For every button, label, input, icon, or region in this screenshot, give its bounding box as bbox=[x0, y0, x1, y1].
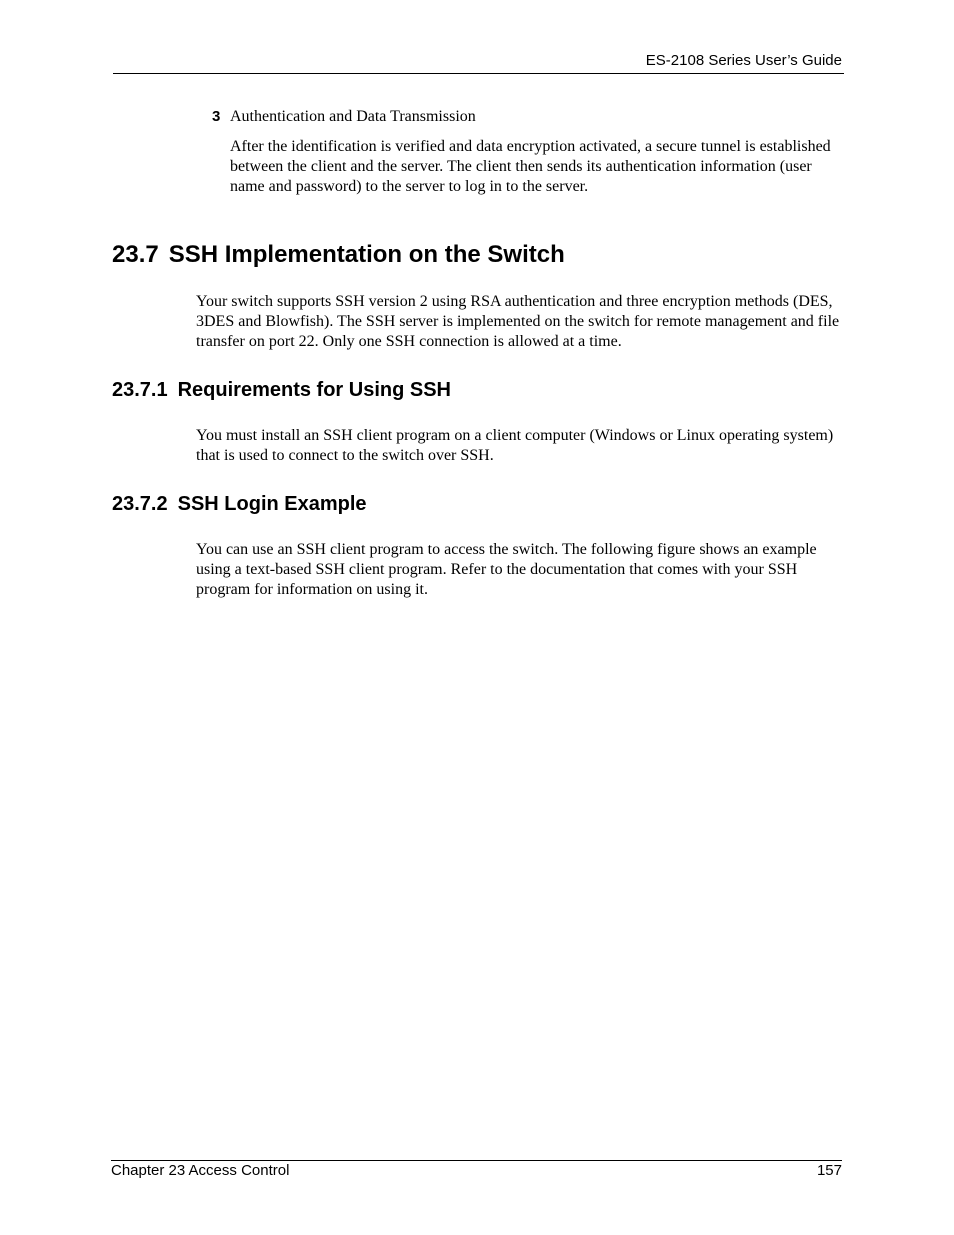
section-number: 23.7.1 bbox=[112, 379, 168, 401]
section-title: SSH Implementation on the Switch bbox=[168, 241, 565, 268]
section-number: 23.7.2 bbox=[112, 493, 168, 515]
section-title: SSH Login Example bbox=[177, 493, 367, 515]
footer-chapter: Chapter 23 Access Control bbox=[111, 1162, 290, 1179]
step-body: After the identification is verified and data encryption activated, a secure tunnel is established between the client and the server. The client then sends its authentication information (user name and password) to the server to log in to the server. bbox=[230, 138, 831, 195]
section-title: Requirements for Using SSH bbox=[177, 379, 451, 401]
footer-page-number: 157 bbox=[816, 1162, 842, 1179]
step-title: Authentication and Data Transmission bbox=[230, 108, 476, 125]
section-paragraph-23-7: Your switch supports SSH version 2 using RSA authentication and three encryption methods (DES, 3DES and Blowfish). The SSH server is implemented on the switch for remote management and file transfer on port 22. Only one SSH connection is allowed at a time. bbox=[196, 293, 840, 350]
section-paragraph-23-7-1: You must install an SSH client program on a client computer (Windows or Linux operating system) that is used to connect to the switch over SSH. bbox=[196, 427, 834, 464]
section-paragraph-23-7-2: You can use an SSH client program to access the switch. The following figure shows an example using a text-based SSH client program. Refer to the documentation that comes with your SSH program for information on using it. bbox=[196, 541, 817, 598]
section-heading-23-7-2 bbox=[112, 491, 367, 517]
header-rule bbox=[113, 73, 844, 74]
section-heading-23-7 bbox=[112, 240, 565, 270]
section-number: 23.7 bbox=[112, 241, 159, 268]
section-heading-23-7-1 bbox=[112, 377, 451, 403]
step-number: 3 bbox=[212, 108, 221, 125]
guide-title: ES-2108 Series User’s Guide bbox=[645, 52, 842, 69]
